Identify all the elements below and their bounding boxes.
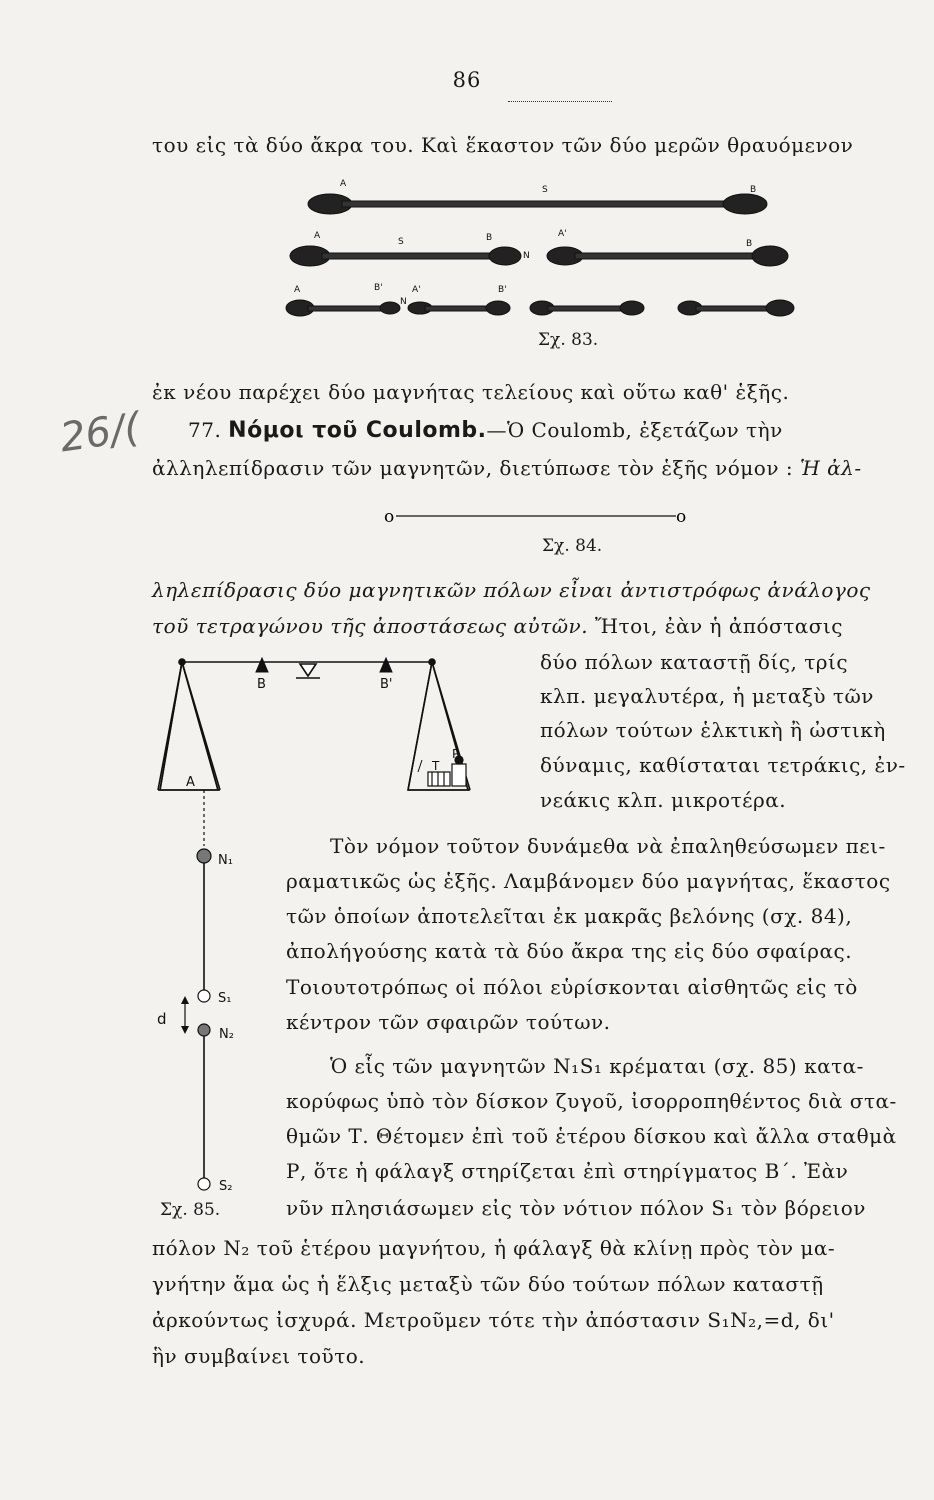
- left-pan: [160, 662, 218, 790]
- label-a: A: [186, 775, 195, 790]
- magnet-2a-end-b: [489, 247, 521, 265]
- caption-fig-83: Σχ. 83.: [538, 330, 599, 350]
- support-b-left: [256, 658, 268, 672]
- text-line-20: θμῶν Τ. Θέτομεν ἐπὶ τοῦ ἑτέρου δίσκου καὶ ἄλλα σταθμὰ: [286, 1124, 897, 1148]
- text-line-4-main: ἀλληλεπίδρασιν τῶν μαγνητῶν, διετύπωσε τὸν ἑξῆς νόμον :: [152, 456, 800, 480]
- text-line-6-italic: τοῦ τετραγώνου τῆς ἀποστάσεως αὐτῶν.: [152, 614, 589, 638]
- section-number: 77.: [188, 418, 222, 442]
- text-line-4-italic: Ἡ ἀλ-: [799, 456, 862, 480]
- text-line-16: Τοιουτοτρόπως οἱ πόλοι εὑρίσκονται αἰσθητῶς εἰς τὸ: [286, 975, 858, 999]
- label-s2: S₂: [219, 1179, 233, 1194]
- label-t: T: [432, 759, 440, 773]
- fig84-left-sphere: o: [384, 507, 395, 527]
- text-line-15: ἀπολήγούσης κατὰ τὰ δύο ἄκρα της εἰς δύο σφαίρας.: [286, 939, 853, 963]
- label-b-right: B': [380, 677, 393, 692]
- figure-83: [280, 170, 800, 330]
- fig83-row1-label-b: B: [750, 185, 757, 195]
- margin-note: 26/(: [57, 404, 143, 462]
- fig83-row3-label-a: A: [294, 285, 301, 295]
- magnet-3d-end-b: [766, 300, 794, 316]
- pole-n1: [197, 849, 211, 863]
- text-line-2: ἐκ νέου παρέχει δύο μαγνήτας τελείους καὶ οὕτω καθ' ἑξῆς.: [152, 380, 790, 404]
- fig83-row3-label-b-prime: B': [374, 283, 383, 293]
- pole-s2: [198, 1178, 210, 1190]
- fig83-row2-label-n: N: [523, 251, 530, 261]
- pole-n2: [198, 1024, 210, 1036]
- magnet-3a-bar: [308, 306, 388, 311]
- text-line-5: ληλεπίδρασις δύο μαγνητικῶν πόλων εἶναι ἀντιστρόφως ἀνάλογος: [152, 578, 871, 602]
- fig83-row2-label-b2: B: [746, 239, 753, 249]
- label-d: d: [157, 1010, 167, 1028]
- text-line-6: [152, 614, 843, 638]
- text-line-6-rest: Ἤτοι, ἐὰν ἡ ἀπόστασις: [588, 614, 843, 638]
- caption-fig-84: Σχ. 84.: [542, 536, 603, 556]
- fig83-row3-label-n: N: [400, 297, 407, 307]
- fig83-row3-label-a-prime: A': [412, 285, 421, 295]
- fig83-row2-label-a: A: [314, 231, 321, 241]
- text-line-1: του εἰς τὰ δύο ἄκρα του. Καὶ ἕκαστον τῶν δύο μερῶν θραυόμενον: [152, 133, 854, 157]
- label-b-left: B: [257, 677, 266, 692]
- fig83-row3-label-b-prime-2: B': [498, 285, 507, 295]
- fig84-right-sphere: o: [676, 507, 687, 527]
- text-line-8: κλπ. μεγαλυτέρα, ἡ μεταξὺ τῶν: [540, 684, 874, 708]
- fig83-row1-label-s: S: [542, 185, 548, 195]
- figure-84: [380, 504, 700, 528]
- fig83-row2-label-a-prime: A': [558, 229, 567, 239]
- magnet-3c-end-b: [620, 301, 644, 315]
- magnet-2b-end-b: [752, 246, 788, 266]
- section-title: Νόμοι τοῦ Coulomb.: [228, 418, 487, 443]
- text-line-9: πόλων τούτων ἑλκτικὴ ἢ ὠστικὴ: [540, 718, 886, 742]
- text-line-18: Ὁ εἷς τῶν μαγνητῶν N₁S₁ κρέμαται (σχ. 85) κατα-: [330, 1054, 864, 1078]
- figure-85-lower: [155, 1000, 275, 1200]
- magnet-3b-end-b: [486, 301, 510, 315]
- magnet-3a-end-b: [380, 302, 400, 314]
- magnet-3d-bar: [696, 306, 776, 311]
- text-line-12: Τὸν νόμον τοῦτον δυνάμεθα νὰ ἐπαληθεύσωμεν πει-: [330, 834, 886, 858]
- text-line-11: νεάκις κλπ. μικροτέρα.: [540, 788, 787, 812]
- fig83-row2-label-b: B: [486, 233, 493, 243]
- text-line-26: ἣν συμβαίνει τοῦτο.: [152, 1344, 366, 1368]
- label-p: P: [452, 747, 460, 761]
- text-line-17: κέντρον τῶν σφαιρῶν τούτων.: [286, 1010, 611, 1034]
- label-n1: N₁: [218, 853, 233, 868]
- text-line-24: γνήτην ἅμα ὡς ἡ ἕλξις μεταξὺ τῶν δύο τούτων πόλων καταστῇ: [152, 1272, 824, 1296]
- page-number-rule: [508, 101, 612, 102]
- text-line-25: ἀρκούντως ἰσχυρά. Μετροῦμεν τότε τὴν ἀπόστασιν S₁N₂,=d, δι': [152, 1308, 835, 1332]
- text-line-4: [152, 456, 862, 480]
- text-line-14: τῶν ὁποίων ἀποτελεῖται ἐκ μακρᾶς βελόνης (σχ. 84),: [286, 904, 853, 928]
- magnet-1-end-b: [723, 194, 767, 214]
- text-line-13: ραματικῶς ὡς ἑξῆς. Λαμβάνομεν δύο μαγνήτας, ἕκαστος: [286, 869, 891, 893]
- text-line-23: πόλον N₂ τοῦ ἑτέρου μαγνήτου, ἡ φάλαγξ θὰ κλίνῃ πρὸς τὸν μα-: [152, 1236, 836, 1260]
- text-line-10: δύναμις, καθίσταται τετράκις, ἐν-: [540, 753, 906, 777]
- page-number: 86: [452, 68, 482, 92]
- text-line-19: κορύφως ὑπὸ τὸν δίσκον ζυγοῦ, ἰσορροπηθέντος διὰ στα-: [286, 1089, 897, 1113]
- fig83-row1-label-a: A: [340, 179, 347, 189]
- caption-fig-85: Σχ. 85.: [160, 1200, 221, 1220]
- weight-t: [428, 772, 450, 786]
- text-line-7: δύο πόλων καταστῇ δίς, τρίς: [540, 650, 849, 674]
- magnet-3b-bar: [425, 306, 495, 311]
- magnet-1-bar: [342, 201, 742, 207]
- magnet-2a-bar: [322, 253, 512, 259]
- fulcrum: [300, 664, 316, 676]
- weight-p: [452, 764, 466, 786]
- label-s1: S₁: [218, 991, 232, 1006]
- label-n2: N₂: [219, 1027, 234, 1042]
- text-line-22: νῦν πλησιάσωμεν εἰς τὸν νότιον πόλον S₁ τὸν βόρειον: [286, 1196, 866, 1220]
- magnet-3c-bar: [548, 306, 628, 311]
- text-line-3: [188, 418, 783, 443]
- support-b-right: [380, 658, 392, 672]
- magnet-2b-bar: [575, 253, 765, 259]
- section-intro: —Ὁ Coulomb, ἐξετάζων τὴν: [486, 418, 783, 442]
- fig83-row2-label-s: S: [398, 237, 404, 247]
- text-line-21: Ρ, ὅτε ἡ φάλαγξ στηρίζεται ἐπὶ στηρίγματος Β΄. Ἐὰν: [286, 1159, 849, 1183]
